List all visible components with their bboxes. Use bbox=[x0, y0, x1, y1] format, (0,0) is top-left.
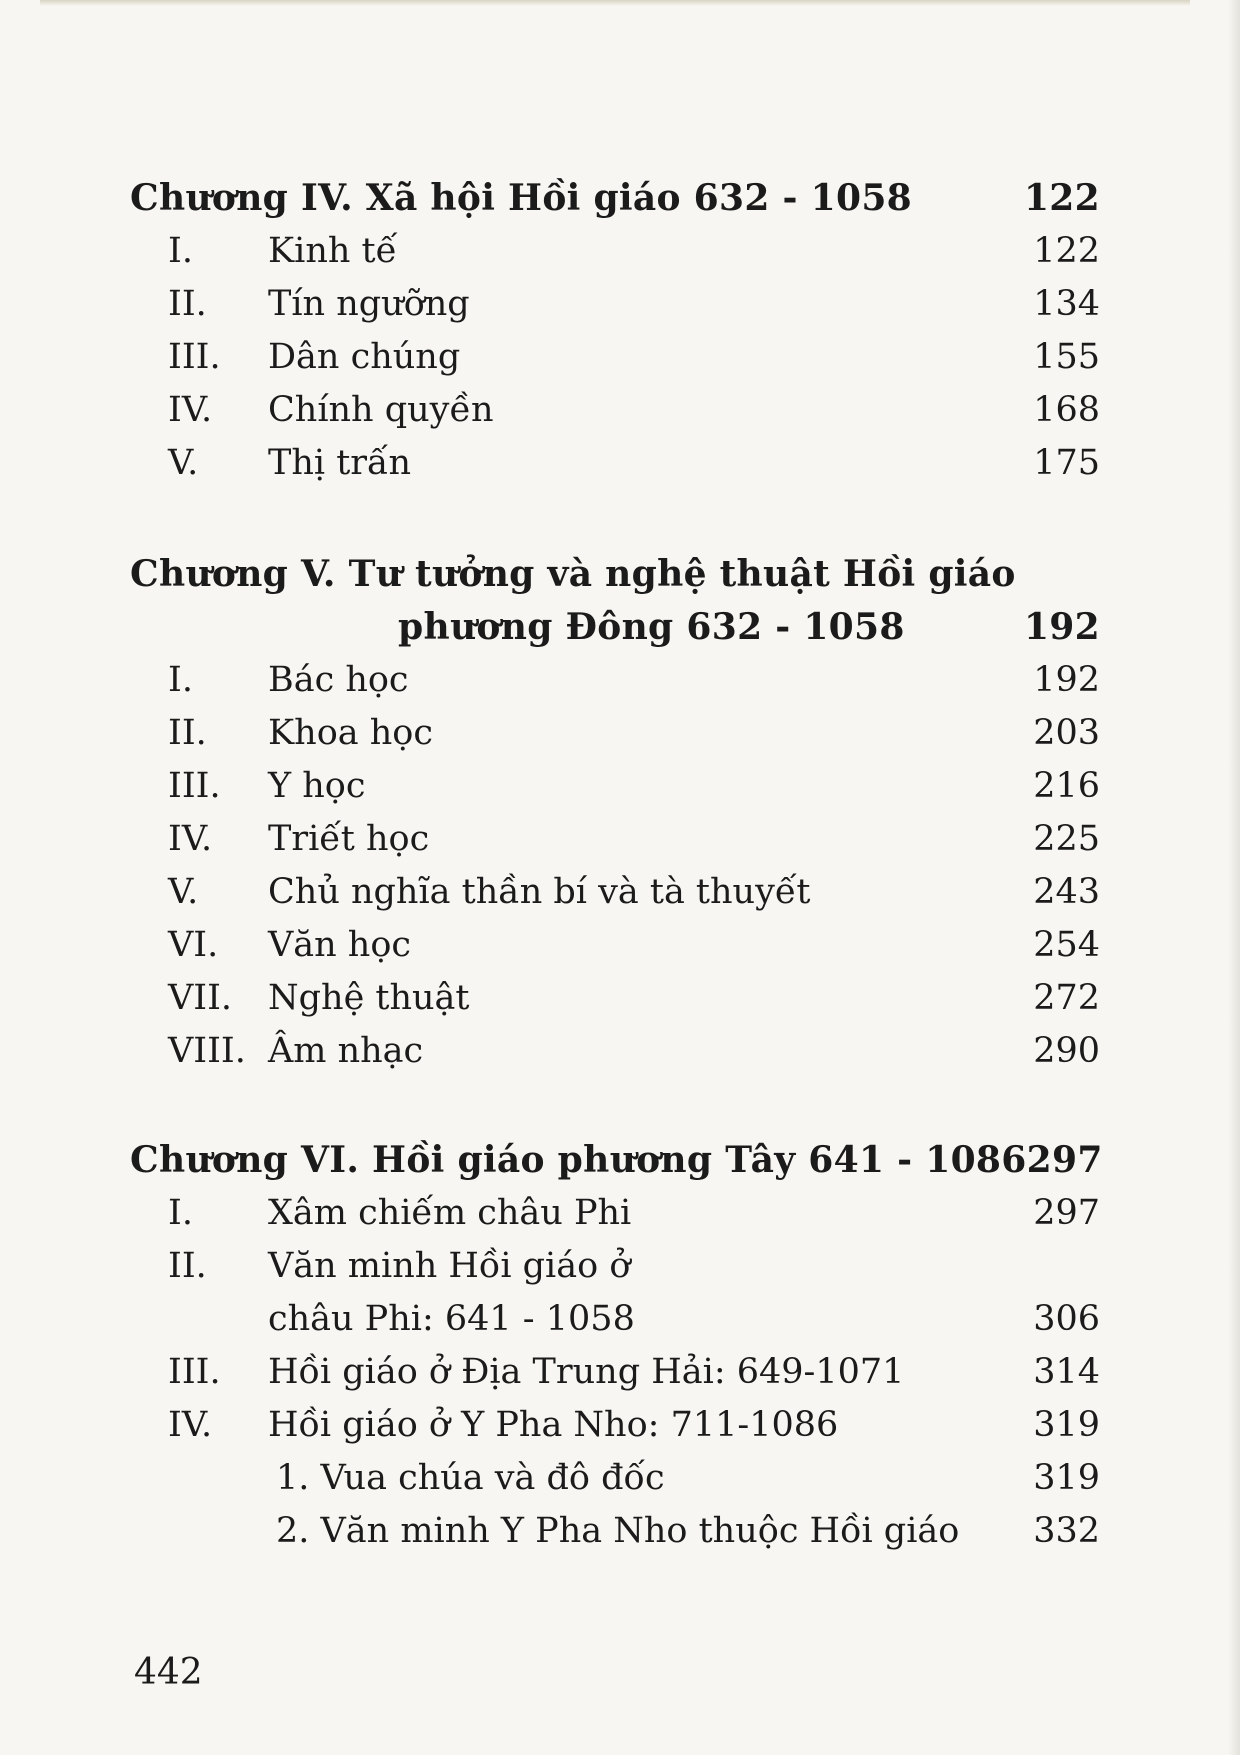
page-right-edge bbox=[1228, 0, 1240, 1755]
subsection-page: 332 bbox=[1033, 1511, 1100, 1551]
section-number: IV. bbox=[168, 819, 213, 859]
section-row[interactable] bbox=[130, 278, 1100, 331]
chapter-4 bbox=[130, 172, 1100, 490]
section-title: Hồi giáo ở Y Pha Nho: 711-1086 bbox=[268, 1405, 839, 1445]
section-page: 272 bbox=[1033, 978, 1100, 1018]
section-row[interactable] bbox=[130, 654, 1100, 707]
section-number: VII. bbox=[168, 978, 233, 1018]
chapter-title: Chương V. Tư tưởng và nghệ thuật Hồi giáo bbox=[130, 553, 1016, 595]
section-number: III. bbox=[168, 1352, 221, 1392]
chapter-page: 192 bbox=[1023, 606, 1100, 648]
section-title: Thị trấn bbox=[268, 443, 411, 483]
section-page: 254 bbox=[1033, 925, 1100, 965]
section-row[interactable] bbox=[130, 1240, 1100, 1293]
section-number: II. bbox=[168, 284, 207, 324]
chapter-title-continued: phương Đông 632 - 1058 bbox=[398, 606, 905, 648]
section-page: 168 bbox=[1033, 390, 1100, 430]
section-page: 122 bbox=[1033, 231, 1100, 271]
section-page: 155 bbox=[1033, 337, 1100, 377]
section-row[interactable] bbox=[130, 919, 1100, 972]
section-title: Tín ngưỡng bbox=[268, 284, 470, 324]
section-row[interactable] bbox=[130, 707, 1100, 760]
section-page: 297 bbox=[1033, 1193, 1100, 1233]
section-page: 216 bbox=[1033, 766, 1100, 806]
section-number: V. bbox=[168, 443, 199, 483]
section-title: Văn học bbox=[268, 925, 412, 965]
section-row[interactable] bbox=[130, 331, 1100, 384]
section-number: V. bbox=[168, 872, 199, 912]
chapter-page: 122 bbox=[1023, 177, 1100, 219]
section-title: Nghệ thuật bbox=[268, 978, 470, 1018]
section-title: Xâm chiếm châu Phi bbox=[268, 1193, 632, 1233]
section-number: I. bbox=[168, 1193, 193, 1233]
section-page: 319 bbox=[1033, 1405, 1100, 1445]
section-title: Hồi giáo ở Địa Trung Hải: 649-1071 bbox=[268, 1352, 905, 1392]
section-number: II. bbox=[168, 713, 207, 753]
page-number: 442 bbox=[134, 1652, 203, 1693]
section-title: Văn minh Hồi giáo ở bbox=[268, 1246, 631, 1286]
section-number: IV. bbox=[168, 390, 213, 430]
chapter-page: 297 bbox=[1026, 1139, 1103, 1181]
section-page: 314 bbox=[1033, 1352, 1100, 1392]
section-row[interactable] bbox=[130, 1187, 1100, 1240]
section-title: Dân chúng bbox=[268, 337, 461, 377]
section-title: Chủ nghĩa thần bí và tà thuyết bbox=[268, 872, 811, 912]
chapter-title-row[interactable] bbox=[130, 172, 1100, 225]
section-page: 306 bbox=[1033, 1299, 1100, 1339]
section-number: III. bbox=[168, 766, 221, 806]
section-row[interactable] bbox=[130, 813, 1100, 866]
section-page: 192 bbox=[1033, 660, 1100, 700]
section-row[interactable] bbox=[130, 1025, 1100, 1078]
section-number: I. bbox=[168, 660, 193, 700]
section-page: 203 bbox=[1033, 713, 1100, 753]
table-of-contents bbox=[130, 172, 1103, 1616]
section-page: 290 bbox=[1033, 1031, 1100, 1071]
section-page: 175 bbox=[1033, 443, 1100, 483]
section-row[interactable] bbox=[130, 384, 1100, 437]
subsection-title: 1. Vua chúa và đô đốc bbox=[276, 1458, 665, 1498]
section-row-continued[interactable] bbox=[130, 1293, 1100, 1346]
section-title: Khoa học bbox=[268, 713, 433, 753]
section-number: IV. bbox=[168, 1405, 213, 1445]
section-title-continued: châu Phi: 641 - 1058 bbox=[268, 1299, 635, 1339]
section-title: Bác học bbox=[268, 660, 409, 700]
subsection-row[interactable] bbox=[130, 1505, 1100, 1558]
subsection-row[interactable] bbox=[130, 1452, 1100, 1505]
section-title: Chính quyền bbox=[268, 390, 494, 430]
section-row[interactable] bbox=[130, 760, 1100, 813]
chapter-6 bbox=[130, 1134, 1103, 1558]
chapter-title-row[interactable] bbox=[130, 548, 1100, 601]
section-page: 225 bbox=[1033, 819, 1100, 859]
chapter-title: Chương VI. Hồi giáo phương Tây 641 - 1086 bbox=[130, 1139, 1027, 1181]
section-page: 243 bbox=[1033, 872, 1100, 912]
section-title: Triết học bbox=[268, 819, 430, 859]
section-number: I. bbox=[168, 231, 193, 271]
section-title: Kinh tế bbox=[268, 231, 398, 271]
chapter-5 bbox=[130, 548, 1100, 1078]
section-page: 134 bbox=[1033, 284, 1100, 324]
section-number: VI. bbox=[168, 925, 219, 965]
section-title: Y học bbox=[268, 766, 366, 806]
section-row[interactable] bbox=[130, 972, 1100, 1025]
section-row[interactable] bbox=[130, 1399, 1100, 1452]
section-title: Âm nhạc bbox=[268, 1031, 424, 1071]
section-row[interactable] bbox=[130, 437, 1100, 490]
section-number: III. bbox=[168, 337, 221, 377]
subsection-page: 319 bbox=[1033, 1458, 1100, 1498]
chapter-title-row[interactable] bbox=[130, 1134, 1103, 1187]
subsection-title: 2. Văn minh Y Pha Nho thuộc Hồi giáo bbox=[276, 1511, 960, 1551]
page-top-edge bbox=[40, 0, 1190, 6]
section-row[interactable] bbox=[130, 866, 1100, 919]
section-row[interactable] bbox=[130, 1346, 1100, 1399]
section-number: VIII. bbox=[168, 1031, 246, 1071]
chapter-title: Chương IV. Xã hội Hồi giáo 632 - 1058 bbox=[130, 177, 913, 219]
section-number: II. bbox=[168, 1246, 207, 1286]
section-row[interactable] bbox=[130, 225, 1100, 278]
chapter-title-continued-row[interactable] bbox=[130, 601, 1100, 654]
